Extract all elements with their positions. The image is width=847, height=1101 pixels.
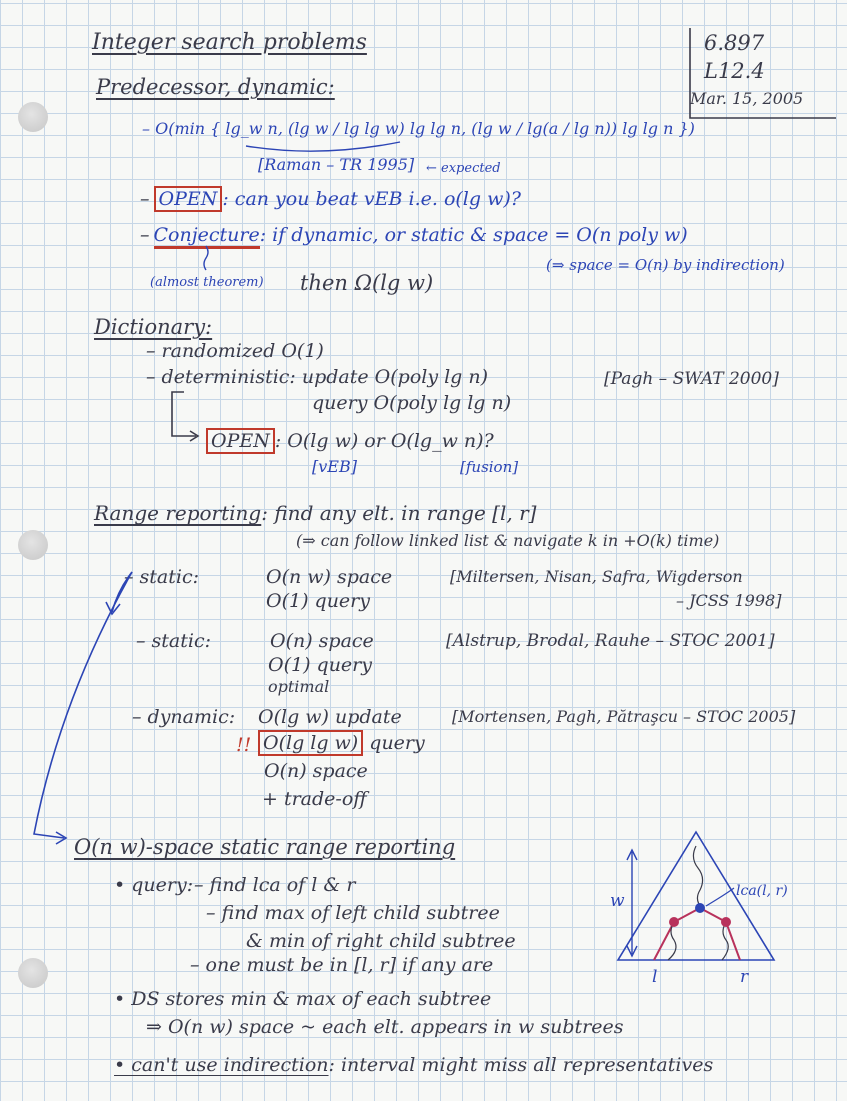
static2-space: O(n) space <box>270 630 374 652</box>
dictionary-heading: Dictionary: <box>94 315 213 339</box>
static1-label: – static: <box>124 566 200 588</box>
l-label: l <box>652 967 658 987</box>
almost-theorem-note: (almost theorem) <box>150 275 264 290</box>
predecessor-bound: – O(min { lg_w n, (lg w / lg lg w) lg lg n, (lg w / lg(a / lg n)) lg lg n }) <box>142 119 695 138</box>
dynamic-citation: [Mortensen, Pagh, Pătraşcu – STOC 2005] <box>452 707 796 726</box>
expected-note: ← expected <box>426 161 501 176</box>
left-child-node <box>669 917 679 927</box>
bound-underline <box>246 142 400 151</box>
onw-heading: O(n w)-space static range reporting <box>74 835 456 859</box>
header-box-border <box>690 28 836 118</box>
conjecture-arrow <box>204 246 208 270</box>
static1-citation-2: – JCSS 1998] <box>676 591 782 610</box>
conjecture-text: : if dynamic, or static & space = O(n poly w) <box>259 224 688 246</box>
static1-space: O(n w) space <box>266 566 393 588</box>
dynamic-label: – dynamic: <box>132 706 236 728</box>
onw-arrow <box>34 572 132 838</box>
leaf-paths <box>668 922 728 960</box>
open-question-2-text: : O(lg w) or O(lg_w n)? <box>274 430 494 452</box>
lecture-date: Mar. 15, 2005 <box>690 89 804 108</box>
static2-citation: [Alstrup, Brodal, Rauhe – STOC 2001] <box>446 631 775 651</box>
query-step-1: – find lca of l & r <box>194 874 356 896</box>
lca-node <box>695 903 705 913</box>
predecessor-heading: Predecessor, dynamic: <box>96 75 335 99</box>
course-number: 6.897 <box>704 31 765 55</box>
static1-query: O(1) query <box>266 590 370 612</box>
query-step-2: – find max of left child subtree <box>206 902 500 924</box>
open-question-1: – OPEN : can you beat vEB i.e. o(lg w)? <box>140 188 521 210</box>
open-label-2: OPEN <box>206 428 275 454</box>
conjecture-label: Conjecture <box>154 224 260 249</box>
raman-citation: [Raman – TR 1995] <box>258 155 415 174</box>
ds-bullet: • DS stores min & max of each subtree <box>114 988 492 1010</box>
root-path <box>693 846 702 908</box>
lca-label: lca(l, r) <box>736 883 788 899</box>
lca-pointer <box>706 888 734 906</box>
r-label: r <box>740 967 749 987</box>
range-reporting-heading: Range reporting <box>94 501 262 525</box>
veb-citation: [vEB] <box>312 457 357 476</box>
page-title: Integer search problems <box>92 30 367 55</box>
dictionary-arrow <box>172 392 196 436</box>
open-label: OPEN <box>154 186 223 212</box>
space-implication: ⇒ O(n w) space ~ each elt. appears in w subtrees <box>146 1016 624 1038</box>
static2-label: – static: <box>136 630 212 652</box>
indirection-reason: : interval might miss all representatives <box>328 1054 714 1076</box>
tradeoff-line: + trade-off <box>262 788 367 810</box>
dynamic-update: O(lg w) update <box>258 706 402 728</box>
query-step-4: – one must be in [l, r] if any are <box>190 954 494 976</box>
open-question-text: : can you beat vEB i.e. o(lg w)? <box>222 188 521 210</box>
deterministic-line: – deterministic: update O(poly lg n) <box>146 366 489 388</box>
dynamic-space: O(n) space <box>264 760 368 782</box>
query-bullet: • query: <box>114 874 194 896</box>
static1-citation: [Miltersen, Nisan, Safra, Wigderson <box>450 567 743 586</box>
conjecture-line: – Conjecture: if dynamic, or static & space = O(n poly w) <box>140 224 688 246</box>
fusion-citation: [fusion] <box>460 458 519 476</box>
omega-bound: then Ω(lg w) <box>300 271 434 295</box>
cant-use-indirection: • can't use indirection <box>114 1054 329 1076</box>
dynamic-query-bound: O(lg lg w) <box>258 730 363 756</box>
pagh-citation: [Pagh – SWAT 2000] <box>604 369 779 389</box>
query-step-3: & min of right child subtree <box>246 930 516 952</box>
dynamic-query-label: query <box>369 732 425 754</box>
query-line: query O(poly lg lg n) <box>312 392 512 414</box>
static2-optimal: optimal <box>268 677 330 696</box>
exclamation-mark: !! <box>236 734 252 756</box>
range-reporting-text: : find any elt. in range [l, r] <box>261 501 537 525</box>
conjecture-note: (⇒ space = O(n) by indirection) <box>546 256 785 274</box>
randomized-line: – randomized O(1) <box>146 340 324 362</box>
right-child-node <box>721 917 731 927</box>
range-note: (⇒ can follow linked list & navigate k in +O(k) time) <box>296 531 720 550</box>
static2-query: O(1) query <box>268 654 372 676</box>
w-label: w <box>610 891 625 911</box>
lecture-number: L12.4 <box>704 59 765 83</box>
